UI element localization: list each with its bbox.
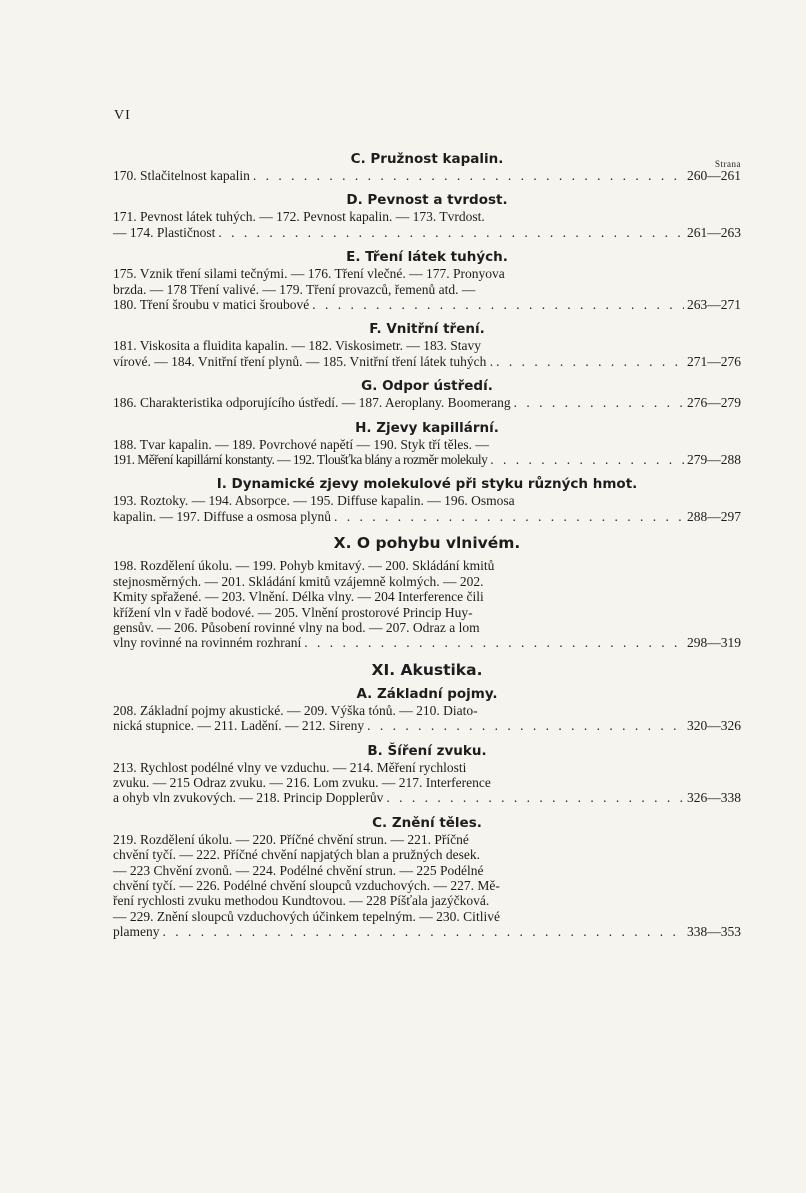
page-range: 263—271: [687, 297, 741, 313]
section-title-d: D. Pevnost a tvrdost.: [346, 192, 508, 209]
toc-entry-i: 193. Roztoky. — 194. Absorpce. — 195. Diffuse kapalin. — 196. Osmosa kapalin. — 197. Diffuse a osmosa plynů . . . 288—297: [113, 493, 741, 524]
section-title-h: H. Zjevy kapillární.: [355, 419, 499, 436]
page-range: 276—279: [687, 395, 741, 411]
page-range: 288—297: [687, 508, 741, 524]
section-title-f: F. Vnitřní tření.: [369, 321, 485, 338]
page-range: 338—353: [687, 924, 741, 940]
chapter-title-xi: XI. Akustika.: [371, 660, 483, 679]
toc-entry-f: 181. Viskosita a fluidita kapalin. — 182. Viskosimetr. — 183. Stavy vírové. — 184. Vnitřní tření plynů. — 185. Vnitřní tření látek tuhých . . . . 271—276: [113, 338, 741, 369]
page-range: 320—326: [687, 718, 741, 734]
page-column-label: Strana: [715, 159, 741, 169]
toc-entry-e: 175. Vznik tření silami tečnými. — 176. Tření vlečné. — 177. Pronyova brzda. — 178 Tření valivé. — 179. Tření provazců, řemenů atd. — 180. Tření šroubu v matici šroubové . . . 263—271: [113, 266, 741, 312]
toc-entry-xi-a: 208. Základní pojmy akustické. — 209. Výška tónů. — 210. Diato- nická stupnice. — 211. Ladění. — 212. Sireny . . . 320—326: [113, 703, 741, 734]
section-title-xi-b: B. Šíření zvuku.: [367, 742, 487, 759]
page-range: 326—338: [687, 790, 741, 806]
page-range: 261—263: [687, 224, 741, 240]
section-title-e: E. Tření látek tuhých.: [346, 249, 508, 266]
toc-entry-d: 171. Pevnost látek tuhých. — 172. Pevnost kapalin. — 173. Tvrdost. — 174. Plastičnost . . . 261—263: [113, 209, 741, 240]
page-range: 298—319: [687, 635, 741, 651]
toc-entry-g: 186. Charakteristika odporujícího ústředí. — 187. Aeroplany. Boomerang . . . 276—279: [113, 395, 741, 410]
toc-entry-h: 188. Tvar kapalin. — 189. Povrchové napětí — 190. Styk tří těles. — 191. Měření kapillární konstanty. — 192. Tloušťka blány a rozměr molekuly . . . 279—288: [113, 437, 741, 468]
toc-entry-x: 198. Rozdělení úkolu. — 199. Pohyb kmitavý. — 200. Skládání kmitů stejnosměrných. — 201. Skládání kmitů vzájemně kolmých. — 202. Kmity spřažené. — 203. Vlnění. Délka vlny. — 204 Interference čili křížení vln v řadě bodové. — 205. Vlnění prostorové Princip Huy- gensův. — 206. Působení rovinné vlny na bod. — 207. Odraz a lom vlny rovinné na rovinném rozhraní . . . 298—319: [113, 558, 741, 650]
section-title-c: C. Pružnost kapalin. Strana: [113, 150, 741, 168]
section-title-xi-a: A. Základní pojmy.: [356, 685, 498, 702]
section-title-xi-c: C. Znění těles.: [372, 814, 482, 831]
toc-entry-xi-b: 213. Rychlost podélné vlny ve vzduchu. — 214. Měření rychlosti zvuku. — 215 Odraz zvuku. — 216. Lom zvuku. — 217. Interference a ohyb vln zvukových. — 218. Princip Dopplerův . . . 326—338: [113, 760, 741, 806]
toc-entry-c: 170. Stlačitelnost kapalin . . . 260—261: [113, 168, 741, 183]
section-title-i: I. Dynamické zjevy molekulové při styku různých hmot.: [216, 476, 638, 493]
page-range: 260—261: [687, 168, 741, 183]
page-range: 279—288: [687, 452, 741, 468]
table-of-contents: [113, 150, 741, 948]
toc-entry-xi-c: 219. Rozdělení úkolu. — 220. Příčné chvění strun. — 221. Příčné chvění tyčí. — 222. Příčné chvění napjatých blan a pružných desek. — 223 Chvění zvonů. — 224. Podélné chvění strun. — 225 Podélné chvění tyčí. — 226. Podélné chvění sloupců vzduchových. — 227. Mě- ření rychlosti zvuku methodou Kundtovou. — 228 Píšťala jazýčková. — 229. Znění sloupců vzduchových účinkem tepelným. — 230. Citlivé plameny . . . 338—353: [113, 832, 741, 940]
section-title-g: G. Odpor ústředí.: [361, 378, 493, 395]
page-range: 271—276: [687, 353, 741, 369]
chapter-title-x: X. O pohybu vlnivém.: [333, 534, 521, 553]
page-number: VI: [114, 108, 131, 123]
